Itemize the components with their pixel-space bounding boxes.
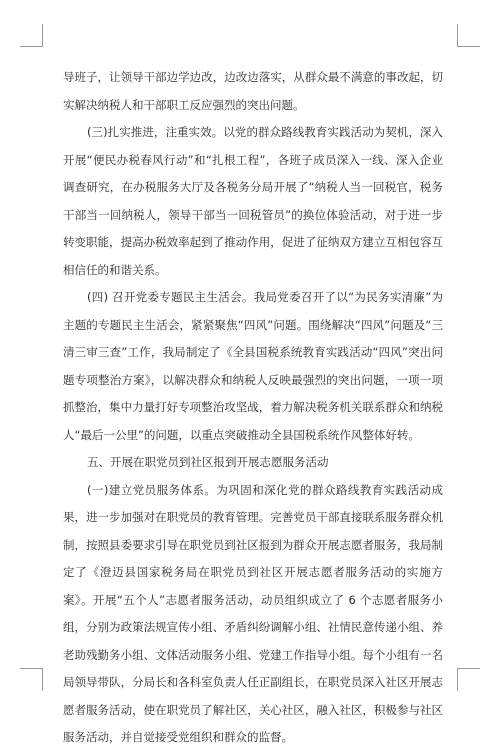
paragraph-item-3: (三)扎实推进，注重实效。以党的群众路线教育实践活动为契机，深入开展“便民办税春风行动”和“扎根工程”，各班子成员深入一线、深入企业调查研究，在办税服务大厅及各税务分局开展了“纳税人当一回税官，税务干部当一回纳税人，领导干部当一回税管员”的换位体验活动，对于进一步转变职能，提高办税效率起到了推动作用，促进了征纳双方建立互相包容互相信任的和谐关系。 (63, 125, 443, 277)
paragraph-item-5-1: (一)建立党员服务体系。为巩固和深化党的群众路线教育实践活动成果，进一步加强对在职党员的教育管理。完善党员干部直接联系服务群众机制，按照县委要求引导在职党员到社区报到为群众开展志愿者服务，我局制定了《澄迈县国家税务局在职党员到社区开展志愿者服务活动的实施方案》。开展“五个人”志愿者服务活动，动员组织成立了 6 个志愿者服务小组，分别为政策法规宣传小组、矛盾纠纷调解小组、社情民意传递小组、养老助残勤务小组、文体活动服务小组、党建工作指导小组。每个小组有一名局领导带队，分局长和各科室负责人任正副组长，在职党员深入社区开展志愿者服务活动，使在职党员了解社区，关心社区，融入社区，积极参与社区服务活动，并自觉接受党组织和群众的监督。 (63, 482, 443, 744)
crop-mark-top-right (457, 24, 480, 47)
crop-mark-top-left (20, 24, 43, 47)
crop-mark-bottom-left (20, 668, 43, 691)
section-heading-5: 五、开展在职党员到社区报到开展志愿服务活动 (87, 455, 329, 469)
crop-mark-bottom-right (457, 668, 480, 691)
paragraph-continuation: 导班子，让领导干部边学边改，边改边落实，从群众最不满意的事改起，切实解决纳税人和干部职工反应强烈的突出问题。 (63, 70, 443, 112)
document-body (63, 64, 443, 752)
paragraph-item-4: (四) 召开党委专题民主生活会。我局党委召开了以“为民务实清廉”为主题的专题民主生活会，紧紧聚焦“四风”问题。围绕解决“四风”问题及“三清三审三查”工作，我局制定了《全县国税系统教育实践活动“四风”突出问题专项整治方案》，以解决群众和纳税人反映最强烈的突出问题，一项一项抓整治，集中力量打好专项整治攻坚战，着力解决税务机关联系群众和纳税人“最后一公里”的问题，以重点突破推动全县国税系统作风整体好转。 (63, 290, 443, 442)
